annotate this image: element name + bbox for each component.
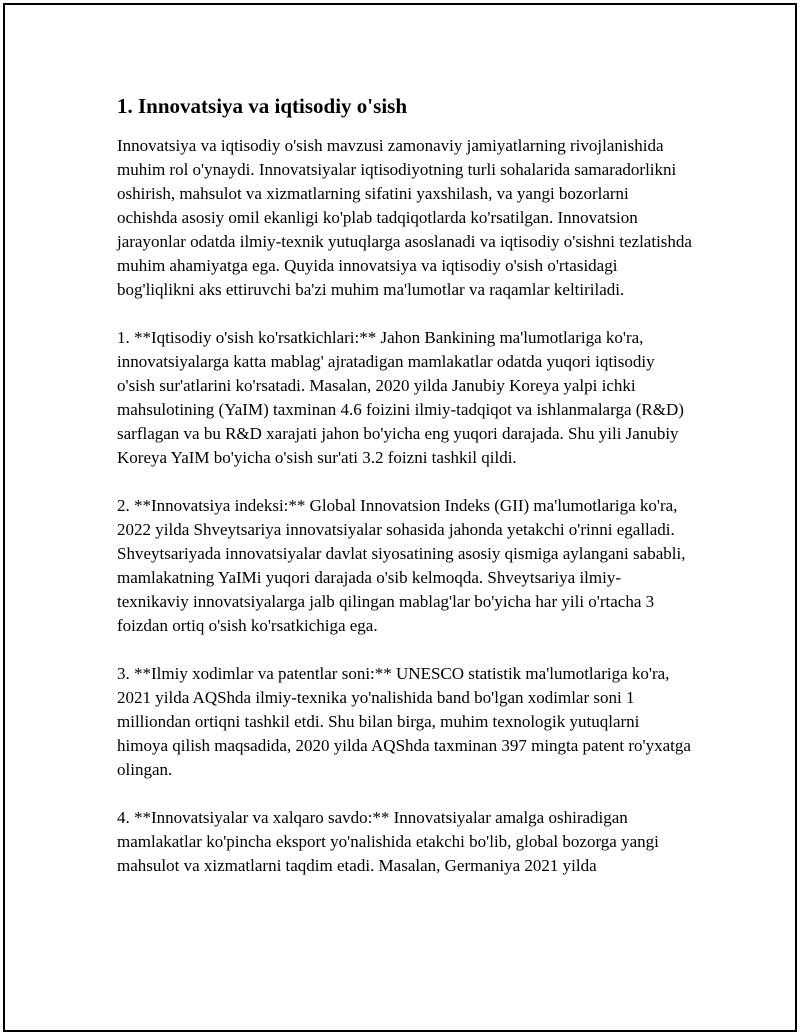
paragraph-researchers-patents: 3. **Ilmiy xodimlar va patentlar soni:** UNESCO statistik ma'lumotlariga ko'ra, 2021 yilda AQShda ilmiy-texnika yo'nalishida band bo'lgan xodimlar soni 1 milliondan ortiqni tashkil etdi. Shu bilan birga, muhim texnologik yutuqlarni himoya qilish maqsadida, 2020 yilda AQShda taxminan 397 mingta patent ro'yxatga olingan. bbox=[117, 664, 691, 779]
paragraph-innovation-index: 2. **Innovatsiya indeksi:** Global Innovatsion Indeks (GII) ma'lumotlariga ko'ra, 2022 yilda Shveytsariya innovatsiyalar sohasida jahonda yetakchi o'rinni egalladi. Shveytsariyada innovatsiyalar davlat siyosatining asosiy qismiga aylangani sababli, mamlakatning YaIMi yuqori darajada o'sib kelmoqda. Shveytsariya ilmiy-texnikaviy innovatsiyalarga jalb qilingan mablag'lar bo'yicha har yili o'rtacha 3 foizdan ortiq o'sish ko'rsatkichiga ega. bbox=[117, 496, 686, 635]
section-heading: 1. Innovatsiya va iqtisodiy o'sish bbox=[117, 94, 408, 118]
paragraph-international-trade: 4. **Innovatsiyalar va xalqaro savdo:** Innovatsiyalar amalga oshiradigan mamlakatlar ko'pincha eksport yo'nalishida etakchi bo'lib, global bozorga yangi mahsulot va xizmatlarni taqdim etadi. Masalan, Germaniya 2021 yilda bbox=[117, 808, 659, 875]
intro-paragraph: Innovatsiya va iqtisodiy o'sish mavzusi zamonaviy jamiyatlarning rivojlanishida muhim rol o'ynaydi. Innovatsiyalar iqtisodiyotning turli sohalarida samaradorlikni oshirish, mahsulot va xizmatlarning sifatini yaxshilash, va yangi bozorlarni ochishda asosiy omil ekanligi ko'plab tadqiqotlarda ko'rsatilgan. Innovatsion jarayonlar odatda ilmiy-texnik yutuqlarga asoslanadi va iqtisodiy o'sishni tezlatishda muhim ahamiyatga ega. Quyida innovatsiya va iqtisodiy o'sish o'rtasidagi bog'liqlikni aks ettiruvchi ba'zi muhim ma'lumotlar va raqamlar keltiriladi. bbox=[117, 136, 692, 299]
document-body bbox=[117, 92, 692, 902]
paragraph-economic-growth: 1. **Iqtisodiy o'sish ko'rsatkichlari:** Jahon Bankining ma'lumotlariga ko'ra, innovatsiyalarga katta mablag' ajratadigan mamlakatlar odatda yuqori iqtisodiy o'sish sur'atlarini ko'rsatadi. Masalan, 2020 yilda Janubiy Koreya yalpi ichki mahsulotining (YaIM) taxminan 4.6 foizini ilmiy-tadqiqot va ishlanmalarga (R&D) sarflagan va bu R&D xarajati jahon bo'yicha eng yuqori darajada. Shu yili Janubiy Koreya YaIM bo'yicha o'sish sur'ati 3.2 foizni tashkil qildi. bbox=[117, 328, 684, 467]
